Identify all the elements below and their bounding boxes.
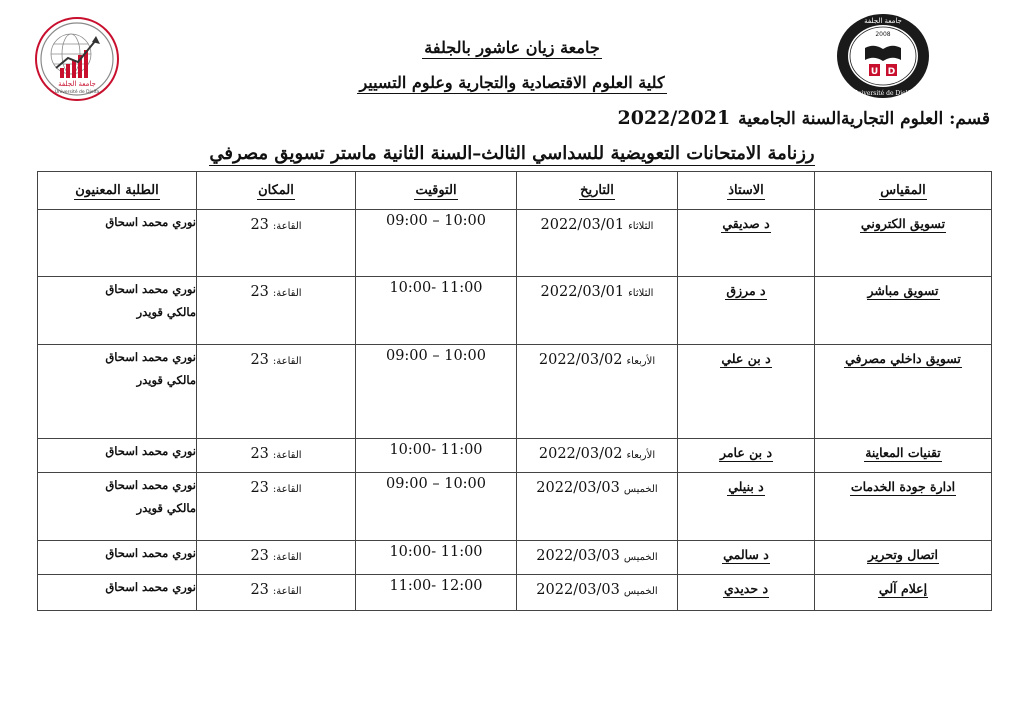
date-cell: الخميس2022/03/03 <box>517 541 678 575</box>
page-title: رزنامة الامتحانات التعويضية للسداسي الثالث–السنة الثانية ماستر تسويق مصرفي <box>209 143 815 164</box>
logo-left-text: جامعة الجلفة <box>58 80 96 88</box>
date-cell: الخميس2022/03/03 <box>517 473 678 541</box>
students-cell: نوري محمد اسحاق مالكي قويدر <box>38 277 197 345</box>
table-row <box>38 210 992 277</box>
date-cell: الأربعاء2022/03/02 <box>517 439 678 473</box>
location-cell: القاعة:23 <box>197 439 356 473</box>
table-row <box>38 541 992 575</box>
header-students: الطلبة المعنيون <box>38 172 197 210</box>
seal-arabic-text: جامعة الجلفة <box>864 17 902 25</box>
exam-schedule-table <box>37 171 992 611</box>
students-cell: نوري محمد اسحاق مالكي قويدر <box>38 345 197 439</box>
seal-ring-text: Université de Djelfa <box>852 90 914 97</box>
header-module: المقياس <box>815 172 992 210</box>
seal-year: 2008 <box>875 31 891 38</box>
date-cell: الخميس2022/03/03 <box>517 575 678 611</box>
seal-letter-d: D <box>887 67 896 77</box>
header-time: التوقيت <box>356 172 517 210</box>
table-row <box>38 473 992 541</box>
professor-cell: د مرزق <box>678 277 815 345</box>
professor-cell: د صديقي <box>678 210 815 277</box>
table-row <box>38 345 992 439</box>
students-cell: نوري محمد اسحاق مالكي قويدر <box>38 473 197 541</box>
table-row <box>38 439 992 473</box>
table-row <box>38 277 992 345</box>
university-name: جامعة زيان عاشور بالجلفة <box>424 38 600 57</box>
module-cell: تسويق الكتروني <box>815 210 992 277</box>
table-header-row <box>38 172 992 210</box>
location-cell: القاعة:23 <box>197 277 356 345</box>
logo-left-subtext: Université de Djelfa <box>54 90 100 95</box>
time-cell: 10:00- 11:00 <box>356 439 517 473</box>
time-cell: 10:00- 11:00 <box>356 541 517 575</box>
location-cell: القاعة:23 <box>197 541 356 575</box>
professor-cell: د حديدي <box>678 575 815 611</box>
department-label: قسم: <box>949 109 990 129</box>
students-cell: نوري محمد اسحاق <box>38 439 197 473</box>
academic-year: 2022/2021 <box>617 107 731 129</box>
module-cell: تقنيات المعاينة <box>815 439 992 473</box>
students-cell: نوري محمد اسحاق <box>38 541 197 575</box>
time-cell: 10:00- 11:00 <box>356 277 517 345</box>
time-cell: 09:00 – 10:00 <box>356 345 517 439</box>
date-cell: الأربعاء2022/03/02 <box>517 345 678 439</box>
table-row <box>38 575 992 611</box>
date-cell: الثلاثاء2022/03/01 <box>517 277 678 345</box>
header-date: التاريخ <box>517 172 678 210</box>
location-cell: القاعة:23 <box>197 210 356 277</box>
time-cell: 09:00 – 10:00 <box>356 210 517 277</box>
professor-cell: د بنيلي <box>678 473 815 541</box>
time-cell: 09:00 – 10:00 <box>356 473 517 541</box>
professor-cell: د سالمي <box>678 541 815 575</box>
students-cell: نوري محمد اسحاق <box>38 210 197 277</box>
header-location: المكان <box>197 172 356 210</box>
module-cell: تسويق داخلي مصرفي <box>815 345 992 439</box>
module-cell: ادارة جودة الخدمات <box>815 473 992 541</box>
department-name: العلوم التجاريةالسنة الجامعية <box>738 109 944 129</box>
date-cell: الثلاثاء2022/03/01 <box>517 210 678 277</box>
seal-letter-u: U <box>870 67 879 77</box>
professor-cell: د بن عامر <box>678 439 815 473</box>
module-cell: تسويق مباشر <box>815 277 992 345</box>
header-professor: الاستاذ <box>678 172 815 210</box>
module-cell: إعلام آلي <box>815 575 992 611</box>
department-line <box>618 107 990 129</box>
professor-cell: د بن علي <box>678 345 815 439</box>
location-cell: القاعة:23 <box>197 345 356 439</box>
location-cell: القاعة:23 <box>197 473 356 541</box>
location-cell: القاعة:23 <box>197 575 356 611</box>
faculty-name: كلية العلوم الاقتصادية والتجارية وعلوم التسيير <box>359 73 665 92</box>
students-cell: نوري محمد اسحاق <box>38 575 197 611</box>
module-cell: اتصال وتحرير <box>815 541 992 575</box>
time-cell: 11:00- 12:00 <box>356 575 517 611</box>
